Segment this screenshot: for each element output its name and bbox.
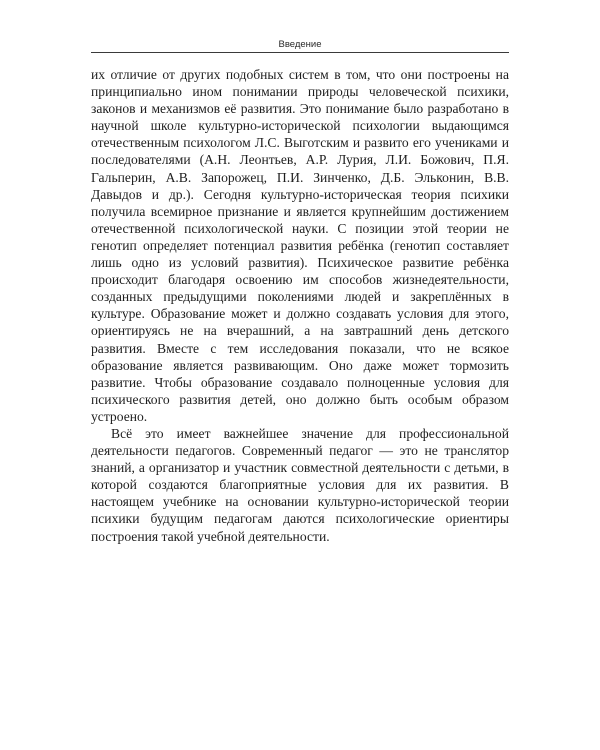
paragraph-second: Всё это имеет важнейшее значение для профессиональной деятельности педагогов. Современный педагог — это не транслятор знаний, а организатор и участник совместной деятельности с детьми, в которой создаются благоприятные условия для их развития. В настоящем учебнике на основании культурно-исторической теории психики будущим педагогам даются психологические ориентиры построения такой учебной деятельности. <box>91 425 509 544</box>
paragraph-continued: их отличие от других подобных систем в том, что они построены на принципиально ином понимании природы человеческой психики, законов и механизмов её развития. Это понимание было разработано в научной школе культурно-исторической психологии выдающимся отечественным психологом Л.С. Выготским и развито его учениками и последователями (А.Н. Леонтьев, А.Р. Лурия, Л.И. Божович, П.Я. Гальперин, А.В. Запорожец, П.И. Зинченко, Д.Б. Эльконин, В.В. Давыдов и др.). Сегодня культурно-историческая теория психики получила всемирное признание и является крупнейшим достижением отечественной психологической науки. С позиции этой теории не генотип определяет потенциал развития ребёнка (генотип составляет лишь одно из условий развития). Психическое развитие ребёнка происходит благодаря освоению им способов жизнедеятельности, созданных предыдущими поколениями людей и закреплённых в культуре. Образование может и должно создавать условия для этого, ориентируясь не на вчерашний, а на завтрашний день детского развития. Вместе с тем исследования показали, что не всякое образование является развивающим. Оно даже может тормозить развитие. Чтобы образование создавало полноценные условия для психического развития детей, оно должно быть особым образом устроено. <box>91 67 509 424</box>
running-head-title: Введение <box>278 39 322 50</box>
body-text <box>91 66 509 545</box>
header-rule <box>91 52 509 53</box>
